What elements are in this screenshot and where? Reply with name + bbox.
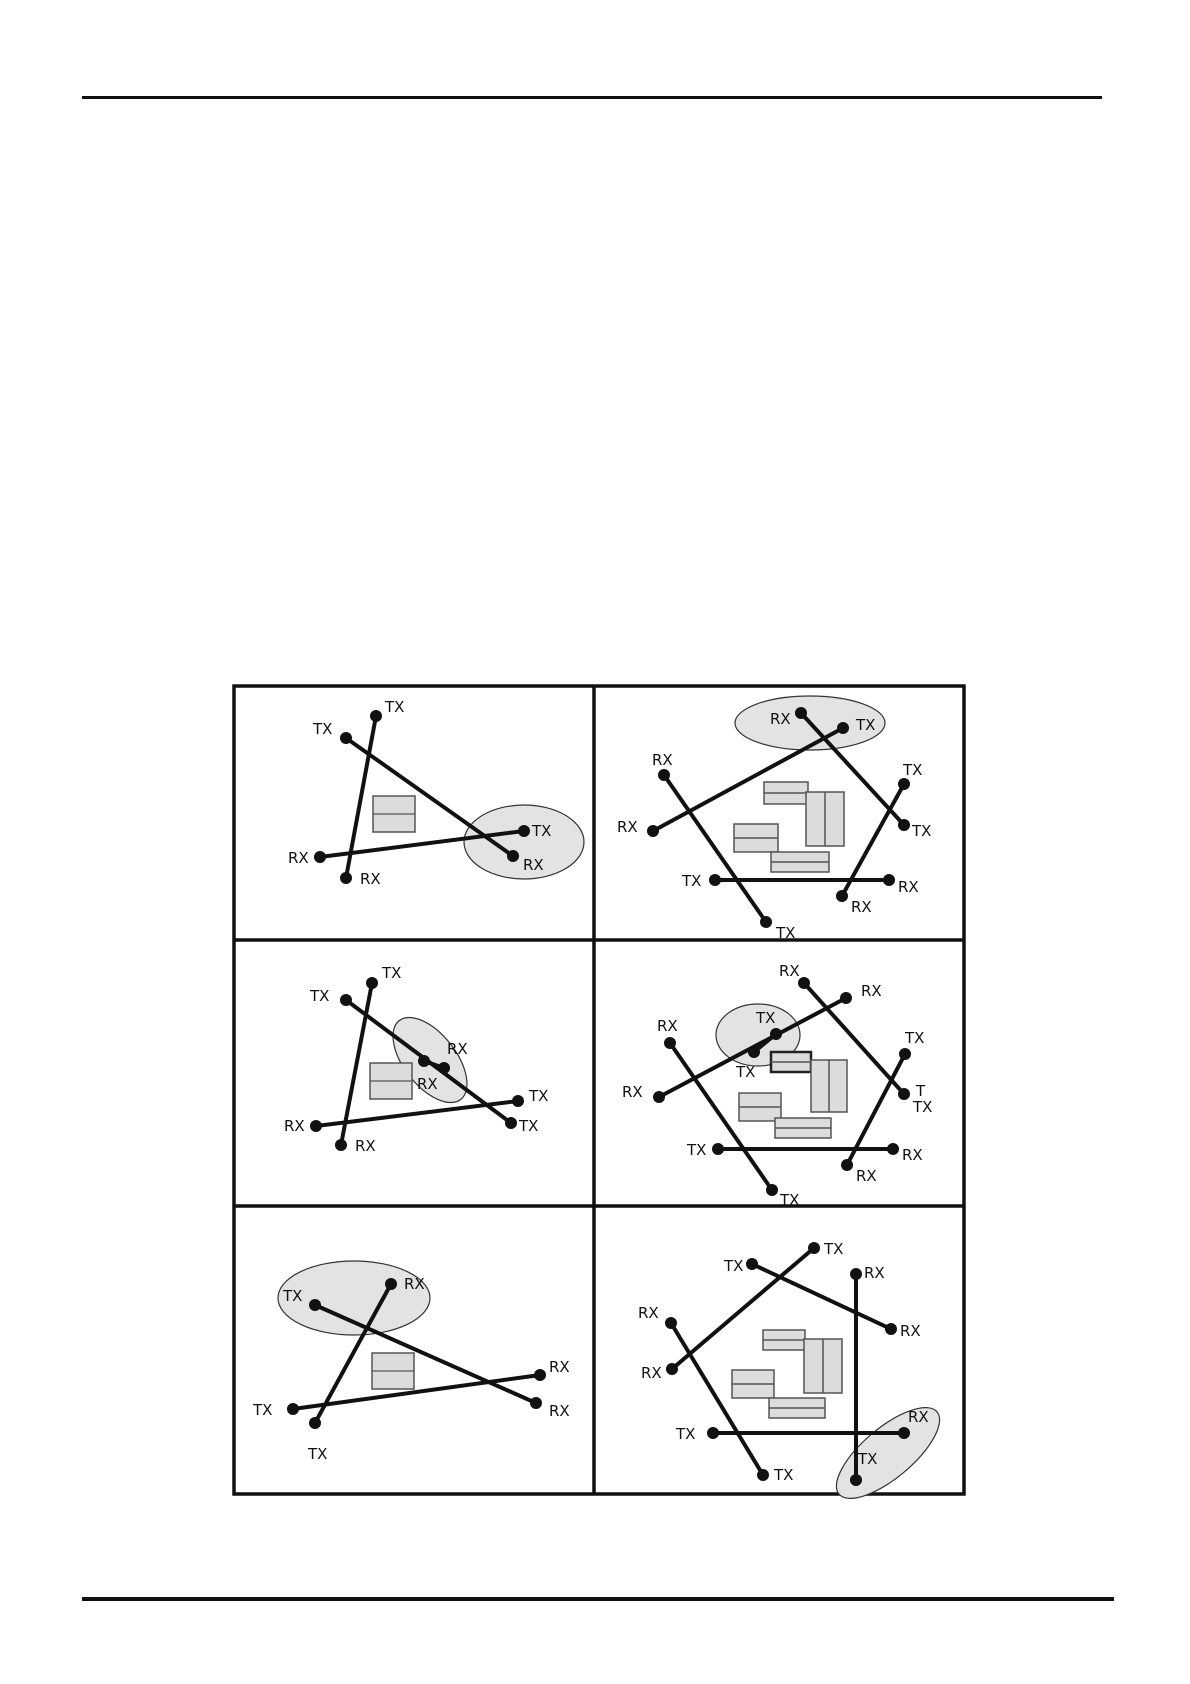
node-label: TX [776, 924, 796, 942]
node-label: TX [676, 1425, 696, 1443]
building-cluster [732, 1330, 842, 1418]
node-dot [898, 819, 910, 831]
building-1 [370, 1063, 412, 1099]
node-label: TX [912, 822, 932, 840]
node-dot [287, 1403, 299, 1415]
node-dot [335, 1139, 347, 1151]
node-label: TX [856, 716, 876, 734]
node-dot [385, 1278, 397, 1290]
node-dot [505, 1117, 517, 1129]
node-label: RX [523, 856, 544, 874]
node-label: RX [779, 962, 800, 980]
node-dot [418, 1055, 430, 1067]
panel-4 [622, 962, 932, 1209]
node-dot [795, 707, 807, 719]
node-label: TX [913, 1098, 933, 1116]
node-dot [310, 1120, 322, 1132]
node-label: TX [310, 987, 330, 1005]
node-label: RX [652, 751, 673, 769]
node-dot [534, 1369, 546, 1381]
node-dot [658, 769, 670, 781]
node-dot [666, 1363, 678, 1375]
node-label: TX [824, 1240, 844, 1258]
radio-link [315, 1305, 536, 1403]
node-label: TX [903, 761, 923, 779]
node-dot [712, 1143, 724, 1155]
node-dot [885, 1323, 897, 1335]
node-label: RX [864, 1264, 885, 1282]
node-label: RX [549, 1358, 570, 1376]
node-dot [518, 825, 530, 837]
node-dot [653, 1091, 665, 1103]
node-label: RX [641, 1364, 662, 1382]
node-label: RX [549, 1402, 570, 1420]
node-dot [850, 1474, 862, 1486]
node-label: RX [617, 818, 638, 836]
node-dot [314, 851, 326, 863]
node-dot [770, 1028, 782, 1040]
panel-3 [284, 964, 548, 1155]
radio-link [671, 1323, 763, 1475]
node-dot [665, 1317, 677, 1329]
node-label: TX [385, 698, 405, 716]
node-label: TX [687, 1141, 707, 1159]
node-dot [766, 1184, 778, 1196]
node-dot [798, 977, 810, 989]
node-label: RX [770, 710, 791, 728]
building-1 [372, 1353, 414, 1389]
node-label: TX [382, 964, 402, 982]
node-label: TX [736, 1063, 756, 1081]
node-dot [664, 1037, 676, 1049]
panel-1 [288, 698, 584, 888]
node-dot [837, 722, 849, 734]
node-dot [309, 1417, 321, 1429]
node-dot [340, 732, 352, 744]
node-label: RX [861, 982, 882, 1000]
node-label: RX [908, 1408, 929, 1426]
node-label: RX [900, 1322, 921, 1340]
node-dot [887, 1143, 899, 1155]
node-label: RX [284, 1117, 305, 1135]
building-cluster [734, 782, 844, 872]
building-1 [373, 796, 415, 832]
node-label: T [916, 1082, 926, 1100]
node-dot [707, 1427, 719, 1439]
node-dot [340, 872, 352, 884]
node-label: RX [355, 1137, 376, 1155]
node-label: TX [283, 1287, 303, 1305]
node-dot [746, 1258, 758, 1270]
node-label: TX [858, 1450, 878, 1468]
node-label: TX [756, 1009, 776, 1027]
panel-2 [617, 696, 931, 942]
bottom-rule [82, 1597, 1114, 1601]
node-label: TX [724, 1257, 744, 1275]
node-label: RX [902, 1146, 923, 1164]
node-label: RX [856, 1167, 877, 1185]
node-dot [530, 1397, 542, 1409]
node-dot [340, 994, 352, 1006]
radio-link [346, 738, 513, 856]
node-dot [709, 874, 721, 886]
node-dot [808, 1242, 820, 1254]
node-dot [309, 1299, 321, 1311]
panel-6 [638, 1240, 953, 1513]
node-label: RX [622, 1083, 643, 1101]
node-label: TX [532, 822, 552, 840]
node-dot [438, 1062, 450, 1074]
node-dot [883, 874, 895, 886]
node-dot [647, 825, 659, 837]
node-dot [850, 1268, 862, 1280]
node-label: RX [288, 849, 309, 867]
node-dot [760, 916, 772, 928]
node-label: TX [308, 1445, 328, 1463]
node-label: TX [905, 1029, 925, 1047]
node-label: RX [851, 898, 872, 916]
node-label: TX [253, 1401, 273, 1419]
node-dot [899, 1048, 911, 1060]
node-dot [836, 890, 848, 902]
node-dot [898, 1427, 910, 1439]
node-label: RX [447, 1040, 468, 1058]
node-label: TX [682, 872, 702, 890]
node-label: RX [404, 1275, 425, 1293]
node-dot [366, 977, 378, 989]
node-label: TX [774, 1466, 794, 1484]
node-dot [898, 1088, 910, 1100]
node-dot [507, 850, 519, 862]
node-label: RX [657, 1017, 678, 1035]
panel-5 [252, 1261, 570, 1463]
node-label: RX [360, 870, 381, 888]
node-dot [370, 710, 382, 722]
node-dot [898, 778, 910, 790]
node-dot [840, 992, 852, 1004]
node-dot [512, 1095, 524, 1107]
node-label: RX [638, 1304, 659, 1322]
node-dot [841, 1159, 853, 1171]
node-dot [748, 1046, 760, 1058]
node-label: RX [417, 1075, 438, 1093]
node-label: TX [519, 1117, 539, 1135]
node-label: TX [529, 1087, 549, 1105]
node-label: RX [898, 878, 919, 896]
node-label: TX [313, 720, 333, 738]
node-dot [757, 1469, 769, 1481]
node-label: TX [780, 1191, 800, 1209]
